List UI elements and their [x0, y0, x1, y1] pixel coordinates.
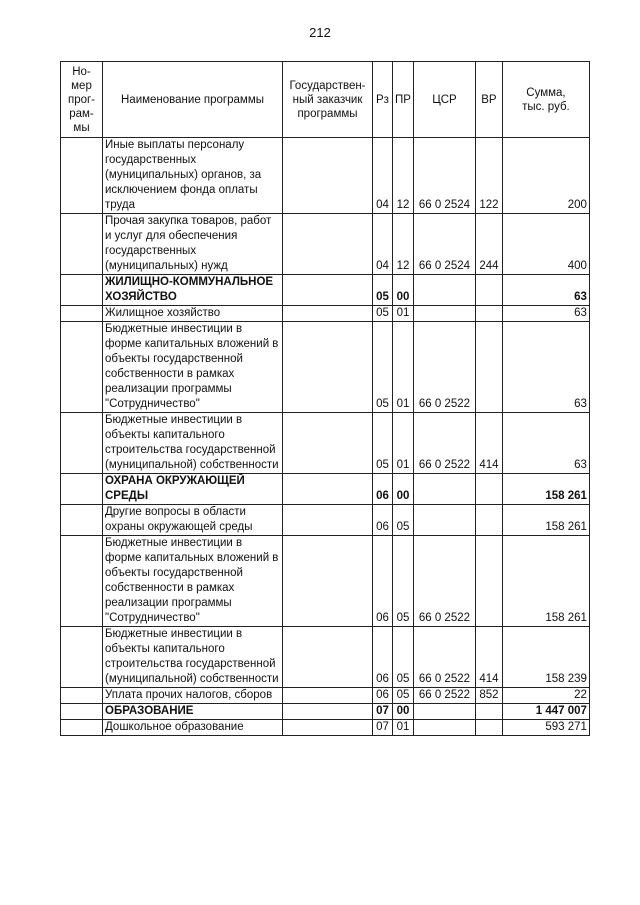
cell-sum: 63: [502, 413, 589, 474]
cell-vr: [475, 275, 502, 306]
cell-program-number: [61, 704, 103, 720]
cell-csr: 66 0 2522: [413, 413, 475, 474]
cell-customer: [283, 306, 373, 322]
cell-program-name: Бюджетные инвестиции в форме капитальных вложений в объекты государственной собственности в рамках реализации программы "Сотрудничество": [103, 322, 283, 413]
cell-vr: 244: [475, 214, 502, 275]
cell-program-name: Дошкольное образование: [103, 720, 283, 736]
cell-program-number: [61, 474, 103, 505]
cell-customer: [283, 627, 373, 688]
cell-customer: [283, 704, 373, 720]
cell-customer: [283, 474, 373, 505]
cell-pr: 12: [393, 138, 414, 214]
cell-sum: 158 261: [502, 536, 589, 627]
cell-csr: 66 0 2522: [413, 627, 475, 688]
cell-customer: [283, 275, 373, 306]
cell-rz: 05: [373, 413, 393, 474]
cell-vr: 122: [475, 138, 502, 214]
cell-pr: 01: [393, 720, 414, 736]
header-pr: ПР: [393, 62, 414, 138]
cell-program-name: Бюджетные инвестиции в объекты капитального строительства государственной (муниципальной) собственности: [103, 413, 283, 474]
cell-pr: 05: [393, 536, 414, 627]
budget-table: [60, 61, 590, 736]
cell-sum: 158 239: [502, 627, 589, 688]
cell-sum: 63: [502, 275, 589, 306]
cell-program-name: ОБРАЗОВАНИЕ: [103, 704, 283, 720]
cell-sum: 63: [502, 306, 589, 322]
cell-customer: [283, 322, 373, 413]
cell-customer: [283, 138, 373, 214]
header-vr: ВР: [475, 62, 502, 138]
cell-sum: 400: [502, 214, 589, 275]
cell-program-number: [61, 306, 103, 322]
cell-customer: [283, 536, 373, 627]
table-row: [61, 413, 590, 474]
cell-program-number: [61, 275, 103, 306]
cell-vr: 852: [475, 688, 502, 704]
cell-vr: 414: [475, 627, 502, 688]
table-row: [61, 322, 590, 413]
cell-csr: 66 0 2522: [413, 688, 475, 704]
cell-pr: 05: [393, 505, 414, 536]
cell-rz: 04: [373, 214, 393, 275]
cell-csr: [413, 704, 475, 720]
cell-csr: 66 0 2524: [413, 214, 475, 275]
cell-program-name: ОХРАНА ОКРУЖАЮЩЕЙ СРЕДЫ: [103, 474, 283, 505]
cell-vr: [475, 322, 502, 413]
page-number: 212: [309, 25, 331, 40]
cell-program-name: Другие вопросы в области охраны окружающей среды: [103, 505, 283, 536]
cell-program-number: [61, 688, 103, 704]
cell-rz: 05: [373, 275, 393, 306]
header-csr: ЦСР: [413, 62, 475, 138]
cell-program-name: Уплата прочих налогов, сборов: [103, 688, 283, 704]
cell-rz: 07: [373, 704, 393, 720]
cell-csr: [413, 275, 475, 306]
table-body: [61, 138, 590, 736]
cell-sum: 63: [502, 322, 589, 413]
table-row: [61, 704, 590, 720]
table-row: [61, 214, 590, 275]
cell-pr: 00: [393, 275, 414, 306]
cell-vr: [475, 505, 502, 536]
cell-program-name: Бюджетные инвестиции в объекты капитального строительства государственной (муниципальной) собственности: [103, 627, 283, 688]
cell-program-name: Жилищное хозяйство: [103, 306, 283, 322]
table-row: [61, 688, 590, 704]
cell-program-number: [61, 627, 103, 688]
cell-program-name: Бюджетные инвестиции в форме капитальных вложений в объекты государственной собственности в рамках реализации программы "Сотрудничество": [103, 536, 283, 627]
cell-sum: 1 447 007: [502, 704, 589, 720]
cell-csr: [413, 505, 475, 536]
cell-customer: [283, 214, 373, 275]
cell-program-number: [61, 505, 103, 536]
header-program-name: Наименование программы: [103, 62, 283, 138]
header-program-number: Но- мер прог- рам- мы: [61, 62, 103, 138]
table-row: [61, 306, 590, 322]
header-rz: Рз: [373, 62, 393, 138]
cell-rz: 07: [373, 720, 393, 736]
cell-rz: 06: [373, 536, 393, 627]
cell-program-number: [61, 214, 103, 275]
cell-rz: 06: [373, 688, 393, 704]
cell-program-number: [61, 536, 103, 627]
cell-rz: 06: [373, 505, 393, 536]
cell-vr: [475, 536, 502, 627]
cell-program-name: Иные выплаты персоналу государственных (муниципальных) органов, за исключением фонда оплаты труда: [103, 138, 283, 214]
cell-csr: 66 0 2524: [413, 138, 475, 214]
cell-sum: 22: [502, 688, 589, 704]
cell-pr: 01: [393, 413, 414, 474]
cell-rz: 05: [373, 322, 393, 413]
cell-program-number: [61, 138, 103, 214]
cell-pr: 12: [393, 214, 414, 275]
cell-customer: [283, 720, 373, 736]
cell-vr: [475, 474, 502, 505]
table-row: [61, 505, 590, 536]
header-row: [61, 62, 590, 138]
table-row: [61, 138, 590, 214]
cell-vr: 414: [475, 413, 502, 474]
cell-csr: 66 0 2522: [413, 536, 475, 627]
cell-program-number: [61, 413, 103, 474]
cell-csr: [413, 306, 475, 322]
cell-vr: [475, 306, 502, 322]
cell-program-number: [61, 322, 103, 413]
cell-pr: 01: [393, 306, 414, 322]
table-row: [61, 275, 590, 306]
cell-sum: 158 261: [502, 505, 589, 536]
table-row: [61, 474, 590, 505]
cell-vr: [475, 704, 502, 720]
cell-program-name: Прочая закупка товаров, работ и услуг для обеспечения государственных (муниципальных) нужд: [103, 214, 283, 275]
cell-rz: 05: [373, 306, 393, 322]
table-row: [61, 720, 590, 736]
cell-pr: 05: [393, 688, 414, 704]
cell-program-name: ЖИЛИЩНО-КОММУНАЛЬНОЕ ХОЗЯЙСТВО: [103, 275, 283, 306]
cell-rz: 06: [373, 474, 393, 505]
cell-csr: 66 0 2522: [413, 322, 475, 413]
header-customer: Государствен- ный заказчик программы: [283, 62, 373, 138]
cell-rz: 04: [373, 138, 393, 214]
cell-pr: 01: [393, 322, 414, 413]
cell-vr: [475, 720, 502, 736]
cell-program-number: [61, 720, 103, 736]
cell-customer: [283, 413, 373, 474]
table-row: [61, 536, 590, 627]
cell-customer: [283, 688, 373, 704]
cell-csr: [413, 474, 475, 505]
cell-rz: 06: [373, 627, 393, 688]
cell-sum: 158 261: [502, 474, 589, 505]
cell-sum: 200: [502, 138, 589, 214]
cell-sum: 593 271: [502, 720, 589, 736]
header-sum: Сумма, тыс. руб.: [502, 62, 589, 138]
cell-pr: 05: [393, 627, 414, 688]
table-row: [61, 627, 590, 688]
cell-customer: [283, 505, 373, 536]
cell-pr: 00: [393, 474, 414, 505]
cell-csr: [413, 720, 475, 736]
cell-pr: 00: [393, 704, 414, 720]
